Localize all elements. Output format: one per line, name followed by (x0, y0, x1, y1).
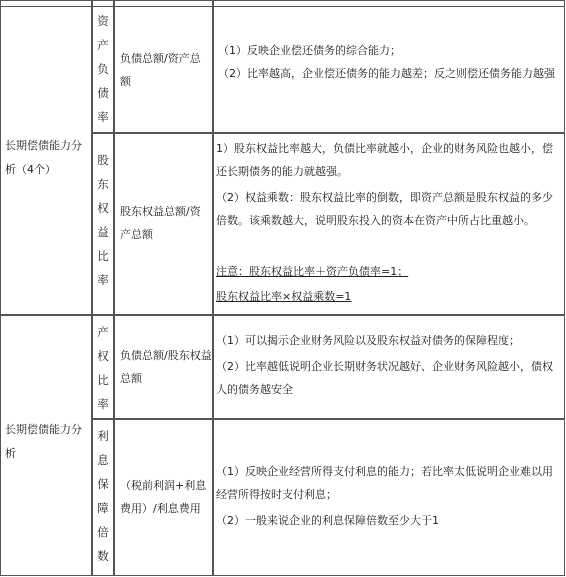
description-line: 股东权益比率×权益乘数=1 (216, 290, 352, 303)
description-line: （2）权益乘数：股东权益比率的倒数，即资产总额是股东权益的多少倍数。该乘数越大，说明股东投入的资本在资产中所占比重越小。 (216, 191, 553, 227)
description-line: （1）反映企业经营所得支付利息的能力；若比率太低说明企业难以用经营所得按时支付利息； (216, 465, 553, 501)
formula-cell (114, 6, 213, 133)
description-line: （2）一般来说企业的利息保障倍数至少大于1 (216, 514, 439, 527)
group-label: 长期偿债能力分析（4个） (5, 139, 82, 176)
metric-cell (92, 419, 114, 576)
metric-name: 资产负债率 (97, 14, 109, 124)
formula-cell (114, 133, 213, 315)
description-cell (213, 133, 565, 315)
metric-cell (92, 6, 114, 133)
formula-cell (114, 419, 213, 576)
metric-name: 利息保障倍数 (97, 429, 109, 563)
formula: 负债总额/股东权益总额 (120, 349, 212, 385)
line-text: （2）比率越高，企业偿还债务的能力越差；反之则偿还债务能力越强 (218, 67, 555, 80)
description-line: 注意：股东权益比率＋资产负债率=1； (216, 265, 409, 278)
group-label-cell (0, 315, 92, 576)
description-line: （2）比率越低说明企业长期财务状况越好、企业财务风险越小，债权人的债务越安全 (216, 360, 553, 396)
description-line: 1）股东权益比率越大，负债比率就越小，企业的财务风险也越小，偿还长期债务的能力就越强。 (216, 142, 553, 178)
metric-name: 股东权益比率 (97, 153, 109, 287)
description-line: （1）可以揭示企业财务风险以及股东权益对债务的保障程度； (216, 334, 520, 347)
formula-cell (114, 315, 213, 419)
metric-name: 产权比率 (97, 325, 109, 411)
description-line (218, 39, 558, 62)
formula: （税前利润+利息费用）/利息费用 (120, 479, 207, 515)
metric-cell (92, 133, 114, 315)
group-label-cell (0, 6, 92, 315)
formula: 股东权益总额/资产总额 (120, 205, 201, 241)
metric-cell (92, 315, 114, 419)
description-line (218, 62, 558, 85)
description-cell (213, 6, 565, 133)
description-cell (213, 419, 565, 576)
group-label: 长期偿债能力分析 (5, 423, 82, 460)
line-text: （1）反映企业偿还债务的综合能力； (218, 44, 401, 57)
formula: 负债总额/资产总额 (120, 52, 201, 88)
description-cell (213, 315, 565, 419)
